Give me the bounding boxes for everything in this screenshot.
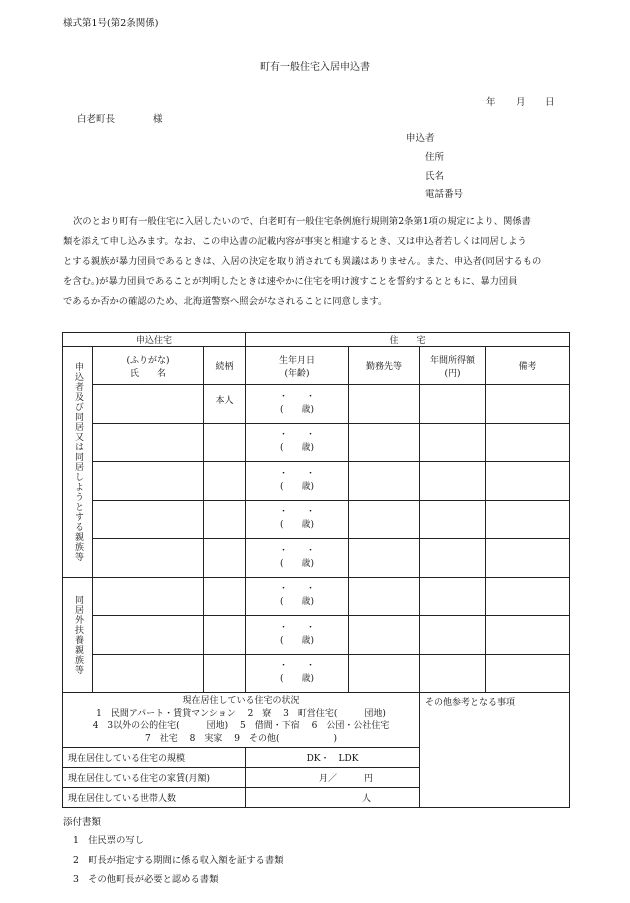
income-cell[interactable] xyxy=(420,616,486,655)
group1-label: 申込者及び同居又は同居しようとする親族等 xyxy=(73,361,83,562)
birth-cell[interactable] xyxy=(246,654,349,693)
declaration-paragraph xyxy=(63,212,570,312)
birth-cell[interactable] xyxy=(246,539,349,578)
age-placeholder: ( 歳) xyxy=(280,404,315,415)
income-cell[interactable] xyxy=(420,500,486,539)
rent-yen: 円 xyxy=(364,774,374,784)
applicant-heading: 申込者 xyxy=(406,133,435,144)
workplace-cell[interactable] xyxy=(349,539,420,578)
age-header-label: (年齢) xyxy=(284,368,310,379)
relation-cell[interactable] xyxy=(204,500,246,539)
birth-dots: ・ ・ xyxy=(279,545,316,556)
relation-cell[interactable] xyxy=(204,654,246,693)
remarks-cell[interactable] xyxy=(486,654,570,693)
furigana-header: (ふりがな) xyxy=(126,355,170,366)
income-cell[interactable] xyxy=(420,385,486,424)
workplace-cell[interactable] xyxy=(349,577,420,616)
member-name-cell[interactable] xyxy=(93,423,204,462)
member-name-cell[interactable] xyxy=(93,654,204,693)
current-status-option-line[interactable]: 7 社宅 8 実家 9 その他( ) xyxy=(145,733,337,744)
member-name-cell[interactable] xyxy=(93,539,204,578)
age-placeholder: ( 歳) xyxy=(280,558,315,569)
remarks-cell[interactable] xyxy=(486,500,570,539)
remarks-cell[interactable] xyxy=(486,462,570,501)
current-status-option-line[interactable]: 4 3以外の公的住宅( 団地) 5 借間・下宿 6 公団・公社住宅 xyxy=(92,721,390,731)
age-placeholder: ( 歳) xyxy=(280,520,315,531)
other-matters-cell[interactable] xyxy=(420,693,570,808)
workplace-cell[interactable] xyxy=(349,462,420,501)
household-label: 現在居住している世帯人数 xyxy=(63,788,246,808)
other-matters-label: その他参考となる事項 xyxy=(425,698,516,708)
age-placeholder: ( 歳) xyxy=(280,635,315,646)
date-day: 日 xyxy=(545,97,555,108)
income-cell[interactable] xyxy=(420,577,486,616)
applicant-address-label: 住所 xyxy=(425,152,445,163)
income-cell[interactable] xyxy=(420,423,486,462)
name-header-label: 氏 名 xyxy=(129,368,166,379)
workplace-cell[interactable] xyxy=(349,385,420,424)
relation-cell[interactable] xyxy=(204,423,246,462)
birth-cell[interactable] xyxy=(246,385,349,424)
remarks-cell[interactable] xyxy=(486,423,570,462)
member-name-cell[interactable] xyxy=(93,462,204,501)
remarks-cell[interactable] xyxy=(486,616,570,655)
group2-label-cell xyxy=(63,577,93,693)
member-name-cell[interactable] xyxy=(93,616,204,655)
birth-dots: ・ ・ xyxy=(279,507,316,518)
relation-cell[interactable]: 本人 xyxy=(204,385,246,424)
age-placeholder: ( 歳) xyxy=(280,443,315,454)
income-cell[interactable] xyxy=(420,462,486,501)
page-title: 町有一般住宅入居申込書 xyxy=(260,62,370,73)
birth-header-label: 生年月日 xyxy=(279,355,316,366)
workplace-cell[interactable] xyxy=(349,654,420,693)
workplace-cell[interactable] xyxy=(349,423,420,462)
rent-month: 月／ xyxy=(319,774,338,784)
applicant-phone-label: 電話番号 xyxy=(425,189,464,200)
scale-value[interactable]: DK・ LDK xyxy=(246,748,420,768)
current-status-title: 現在居住している住宅の状況 xyxy=(182,696,300,706)
income-unit-label: (円) xyxy=(444,368,461,379)
birth-dots: ・ ・ xyxy=(279,661,316,672)
income-header-label: 年間所得額 xyxy=(430,355,476,366)
name-header xyxy=(93,347,204,385)
paragraph-line: とする親族が暴力団員であるときは、入居の決定を取り消されても異議はありません。また、申込者(同居するもの xyxy=(63,256,542,267)
remarks-header: 備考 xyxy=(486,347,570,385)
age-placeholder: ( 歳) xyxy=(280,481,315,492)
scale-label: 現在居住している住宅の規模 xyxy=(63,748,246,768)
workplace-header: 勤務先等 xyxy=(349,347,420,385)
birth-dots: ・ ・ xyxy=(279,391,316,402)
attachments-title: 添付書類 xyxy=(63,817,102,828)
attachment-item: 1 住民票の写し xyxy=(73,835,144,846)
age-placeholder: ( 歳) xyxy=(280,597,315,608)
workplace-cell[interactable] xyxy=(349,616,420,655)
age-placeholder: ( 歳) xyxy=(280,674,315,685)
birth-cell[interactable] xyxy=(246,616,349,655)
household-value-cell[interactable] xyxy=(246,788,420,808)
relation-cell[interactable] xyxy=(204,577,246,616)
birth-cell[interactable] xyxy=(246,500,349,539)
paragraph-line: を含む。)が暴力団員であることが判明したときは速やかに住宅を明け渡すことを誓約するとともに、暴力団員 xyxy=(63,276,518,287)
relation-cell[interactable] xyxy=(204,462,246,501)
income-cell[interactable] xyxy=(420,654,486,693)
relation-cell[interactable] xyxy=(204,616,246,655)
workplace-cell[interactable] xyxy=(349,500,420,539)
birth-header xyxy=(246,347,349,385)
member-name-cell[interactable] xyxy=(93,500,204,539)
birth-dots: ・ ・ xyxy=(279,584,316,595)
current-status-option-line[interactable]: 1 民間アパート・賃貸マンション 2 寮 3 町営住宅( 団地) xyxy=(96,708,386,719)
addressee-name: 白老町長 xyxy=(77,114,116,125)
member-name-cell[interactable] xyxy=(93,577,204,616)
birth-cell[interactable] xyxy=(246,462,349,501)
birth-cell[interactable] xyxy=(246,423,349,462)
remarks-cell[interactable] xyxy=(486,539,570,578)
paragraph-line: 次のとおり町有一般住宅に入居したいので、白老町有一般住宅条例施行規則第2条第1項の規定により、関係書 xyxy=(73,216,531,227)
relation-cell[interactable] xyxy=(204,539,246,578)
applied-housing-label: 申込住宅 xyxy=(63,333,246,347)
current-status-cell xyxy=(63,693,420,748)
group1-label-cell xyxy=(63,347,93,578)
income-cell[interactable] xyxy=(420,539,486,578)
birth-cell[interactable] xyxy=(246,577,349,616)
group2-label: 同居外扶養親族等 xyxy=(73,594,83,675)
birth-dots: ・ ・ xyxy=(279,622,316,633)
birth-dots: ・ ・ xyxy=(279,468,316,479)
application-table xyxy=(62,332,570,808)
paragraph-line: 類を添えて申し込みます。なお、この申込書の記載内容が事実と相違するとき、又は申込者若しくは同居しよう xyxy=(63,236,527,247)
date-month: 月 xyxy=(516,97,526,108)
birth-dots: ・ ・ xyxy=(279,430,316,441)
remarks-cell[interactable] xyxy=(486,577,570,616)
rent-label: 現在居住している住宅の家賃(月額) xyxy=(63,768,246,788)
remarks-cell[interactable] xyxy=(486,385,570,424)
rent-value-cell[interactable] xyxy=(246,768,420,788)
attachment-item: 2 町長が指定する期間に係る収入額を証する書類 xyxy=(73,855,284,866)
date-year: 年 xyxy=(486,97,496,108)
paragraph-line: であるか否かの確認のため、北海道警察へ照会がなされることに同意します。 xyxy=(63,296,388,307)
attachment-item: 3 その他町長が必要と認める書類 xyxy=(73,874,219,885)
addressee-honorific: 様 xyxy=(153,114,163,125)
relation-header: 続柄 xyxy=(204,347,246,385)
income-header xyxy=(420,347,486,385)
form-number: 様式第1号(第2条関係) xyxy=(63,18,159,29)
household-unit: 人 xyxy=(362,794,372,804)
applicant-name-label: 氏名 xyxy=(425,171,445,182)
member-name-cell[interactable] xyxy=(93,385,204,424)
housing-label: 住 宅 xyxy=(246,333,570,347)
